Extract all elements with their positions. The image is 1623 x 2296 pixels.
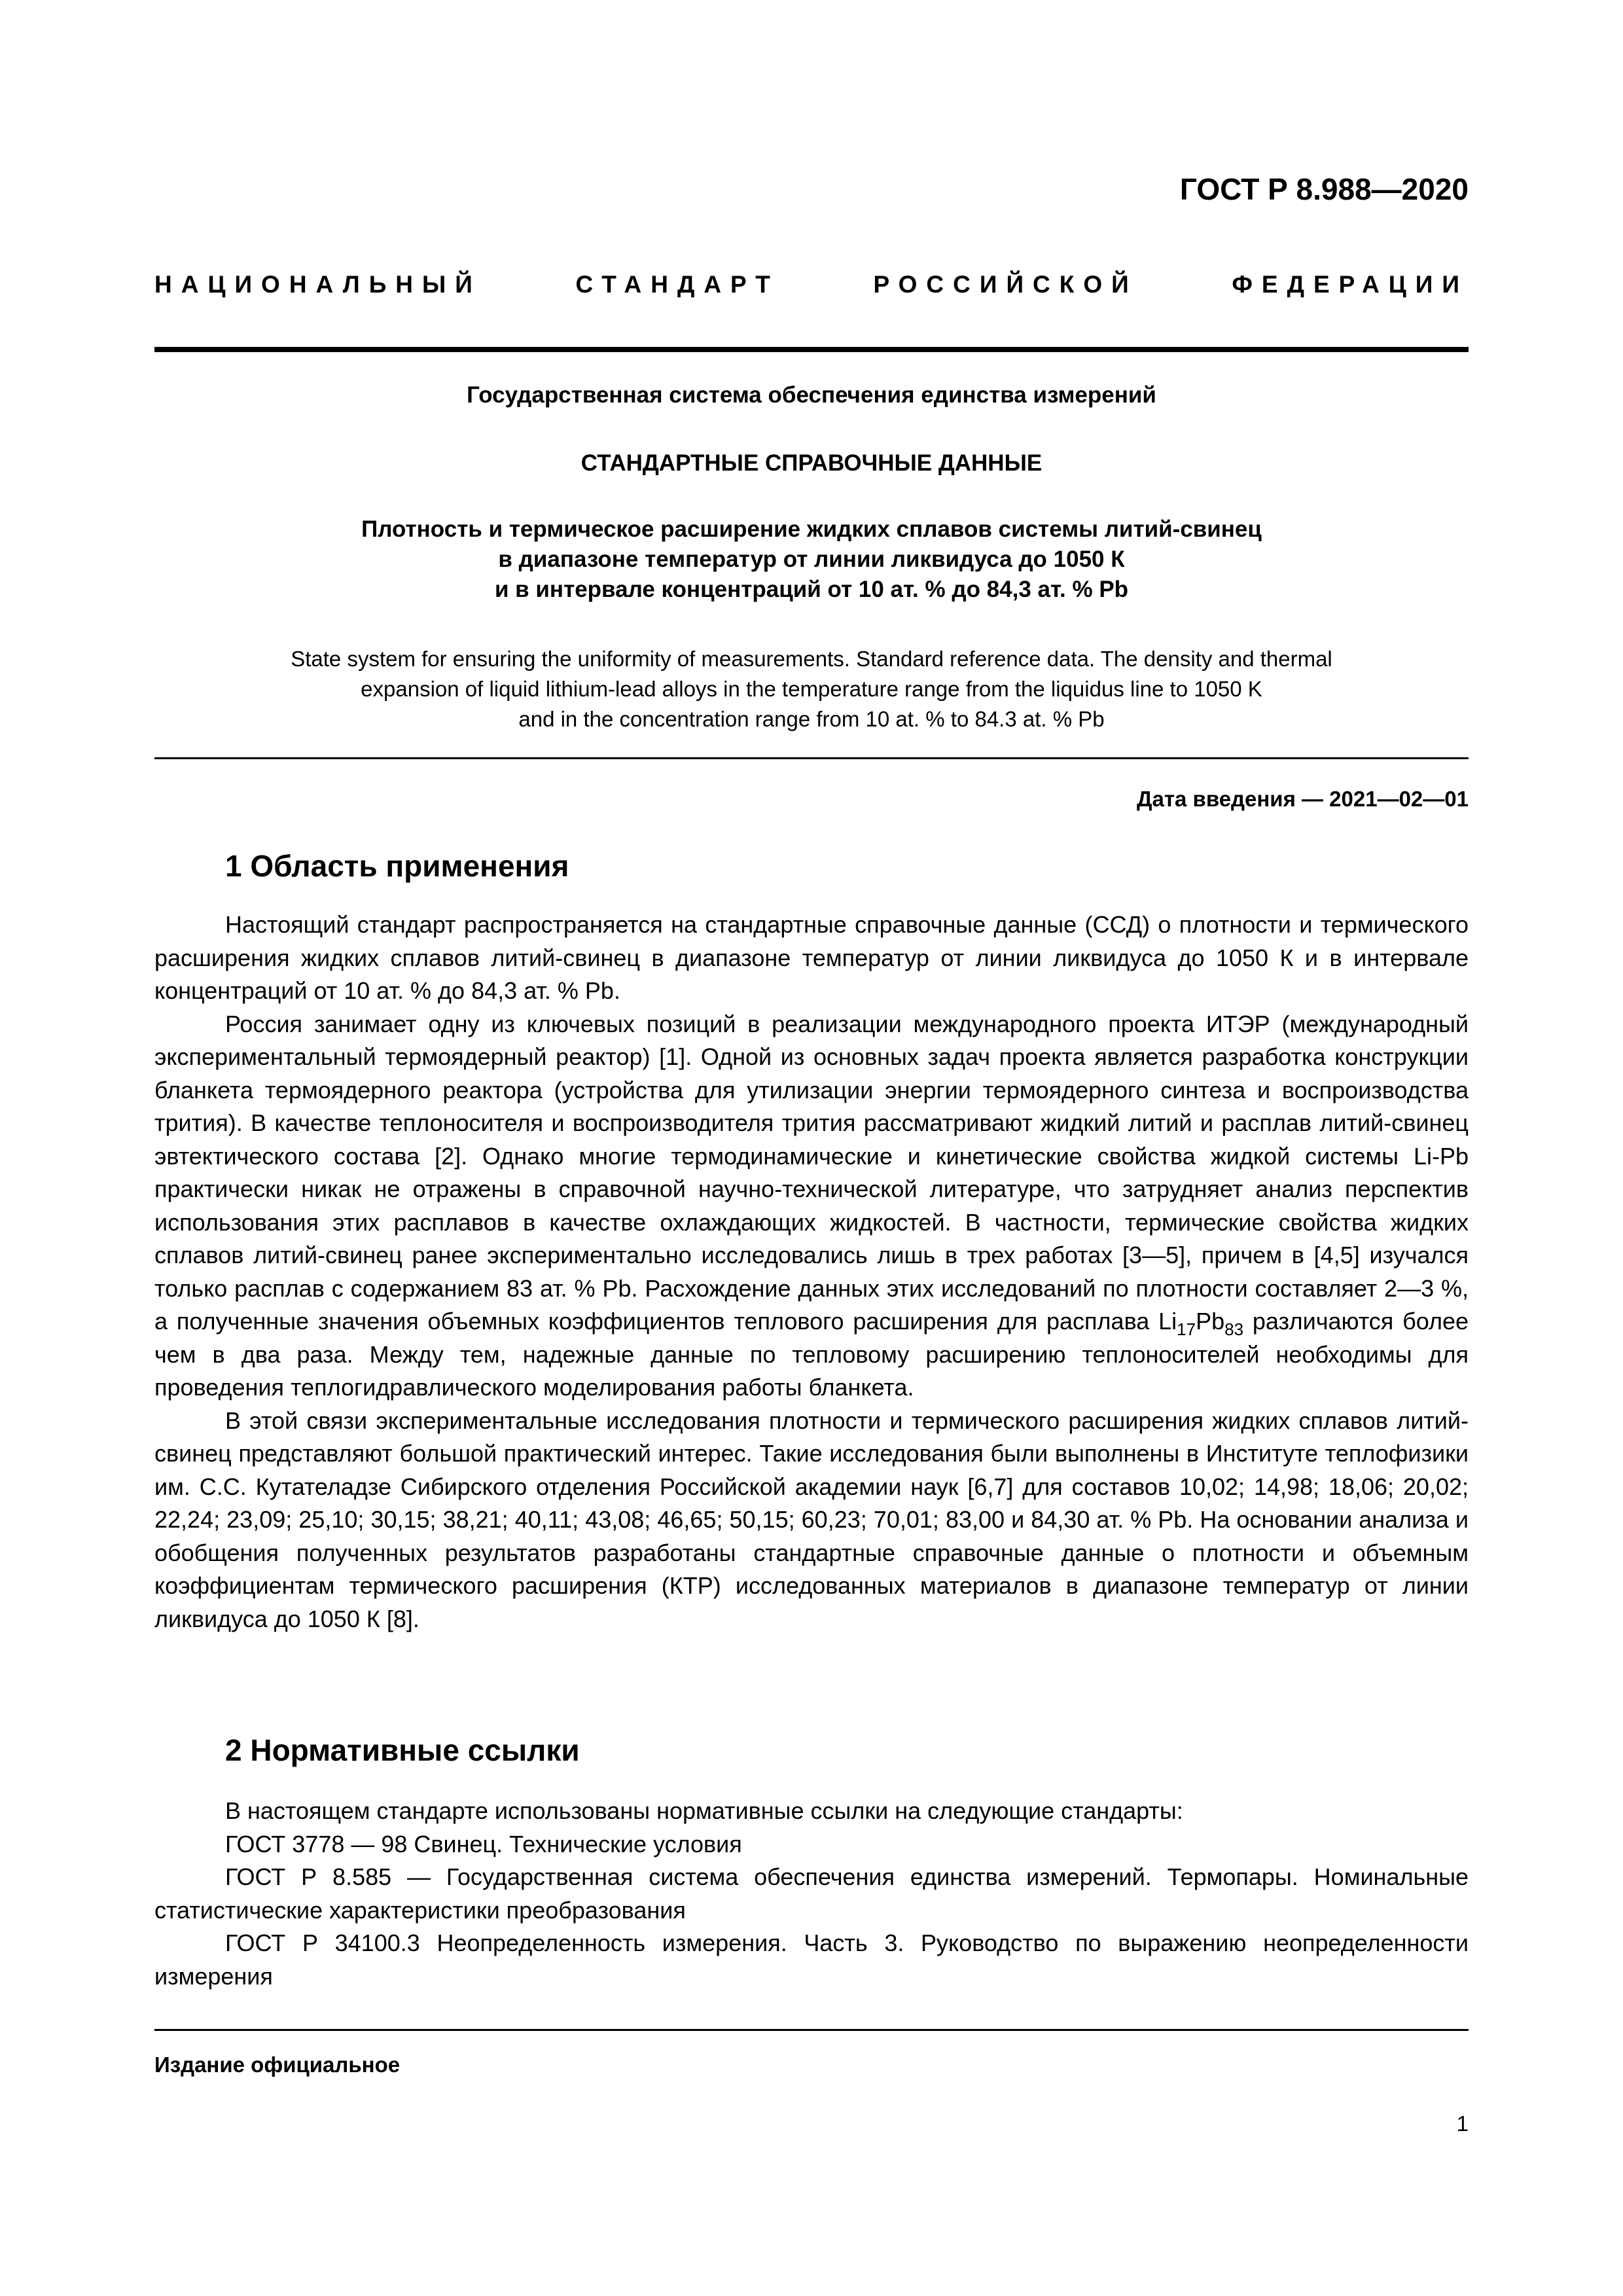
paragraph-text: Россия занимает одну из ключевых позиций в реализации международного проекта ИТЭР (международный экспериментальный термоядерный реактор) [1]. Одной из основных задач проекта является разработка конструкции бланкета термоядерного реактора (устройства для утилизации энергии термоядерного синтеза и воспроизводства трития). В качестве теплоносителя и воспроизводителя трития рассматривают жидкий литий и расплав литий-свинец эвтектического состава [2]. Однако многие термодинамические и кинетические свойства жидкой системы Li-Pb практически никак не отражены в справочной научно-технической литературе, что затрудняет анализ перспектив использования этих расплавов в качестве охлаждающих жидкостей. В частности, термические свойства жидких сплавов литий-свинец ранее экспериментально исследовались лишь в трех работах [3—5], причем в [4,5] изучался только расплав с содержанием 83 ат. % Pb. Расхождение данных этих исследований по плотности составляет 2—3 %, а полученные значения объемных коэффициентов теплового расширения для расплава Li: [154, 1010, 1469, 1335]
section-1-heading: 1 Область применения: [225, 849, 569, 883]
english-title-line: and in the concentration range from 10 at. % to 84.3 at. % Pb: [518, 707, 1105, 731]
section-2-body: [154, 1795, 1469, 1993]
section-1-body: [154, 908, 1469, 1636]
section-2-heading: 2 Нормативные ссылки: [225, 1733, 580, 1767]
main-title-line: в диапазоне температур от линии ликвидуса до 1050 К: [498, 547, 1125, 572]
paragraph-text: различаются более чем в два раза. Между тем, надежные данные по тепловому расширению теплоносителей необходимы для проведения теплогидравлического моделирования работы бланкета.: [154, 1308, 1469, 1401]
english-title: [154, 644, 1469, 734]
paragraph: [154, 1008, 1469, 1405]
subscript: 17: [1177, 1319, 1196, 1339]
reference-item: ГОСТ Р 8.585 — Государственная система обеспечения единства измерений. Термопары. Номинальные статистические характеристики преобразования: [154, 1863, 1469, 1924]
page-number: 1: [1456, 2111, 1469, 2136]
national-standard-banner: НАЦИОНАЛЬНЫЙ СТАНДАРТ РОССИЙСКОЙ ФЕДЕРАЦИИ: [154, 271, 1469, 298]
paragraph: В настоящем стандарте использованы нормативные ссылки на следующие стандарты:: [225, 1797, 1183, 1824]
main-title-line: Плотность и термическое расширение жидких сплавов системы литий-свинец: [361, 516, 1262, 542]
edition-label: Издание официальное: [154, 2053, 401, 2077]
system-title: Государственная система обеспечения единства измерений: [467, 382, 1156, 408]
footer-divider: [154, 2029, 1469, 2031]
paragraph: В этой связи экспериментальные исследования плотности и термического расширения жидких сплавов литий-свинец представляют большой практический интерес. Такие исследования были выполнены в Институте теплофизики им. С.С. Кутателадзе Сибирского отделения Российской академии наук [6,7] для составов 10,02; 14,98; 18,06; 20,02; 22,24; 23,09; 25,10; 30,15; 38,21; 40,11; 43,08; 46,65; 50,15; 60,23; 70,01; 83,00 и 84,30 ат. % Pb. На основании анализа и обобщения полученных результатов разработаны стандартные справочные данные о плотности и объемным коэффициентам термического расширения (КТР) исследованных материалов в диапазоне температур от линии ликвидуса до 1050 К [8].: [154, 1407, 1469, 1632]
english-title-line: expansion of liquid lithium-lead alloys in the temperature range from the liquidus line to 1050 K: [361, 677, 1262, 701]
introduction-date: Дата введения — 2021—02—01: [1137, 787, 1469, 811]
header-divider: [154, 347, 1469, 352]
subscript: 83: [1224, 1319, 1244, 1339]
reference-data-title: СТАНДАРТНЫЕ СПРАВОЧНЫЕ ДАННЫЕ: [580, 450, 1043, 476]
title-divider: [154, 757, 1469, 759]
reference-item: ГОСТ 3778 — 98 Свинец. Технические условия: [225, 1830, 742, 1857]
reference-item: ГОСТ Р 34100.3 Неопределенность измерения. Часть 3. Руководство по выражению неопределенности измерения: [154, 1929, 1469, 1990]
main-title: [154, 514, 1469, 605]
english-title-line: State system for ensuring the uniformity of measurements. Standard reference data. The density and thermal: [291, 647, 1332, 671]
paragraph-text: Pb: [1196, 1308, 1225, 1335]
main-title-line: и в интервале концентраций от 10 ат. % до 84,3 ат. % Pb: [494, 577, 1129, 602]
paragraph: Настоящий стандарт распространяется на стандартные справочные данные (ССД) о плотности и термического расширения жидких сплавов литий-свинец в диапазоне температур от линии ликвидуса до 1050 К и в интервале концентраций от 10 ат. % до 84,3 ат. % Pb.: [154, 911, 1469, 1004]
standard-code: ГОСТ Р 8.988—2020: [1179, 172, 1469, 206]
